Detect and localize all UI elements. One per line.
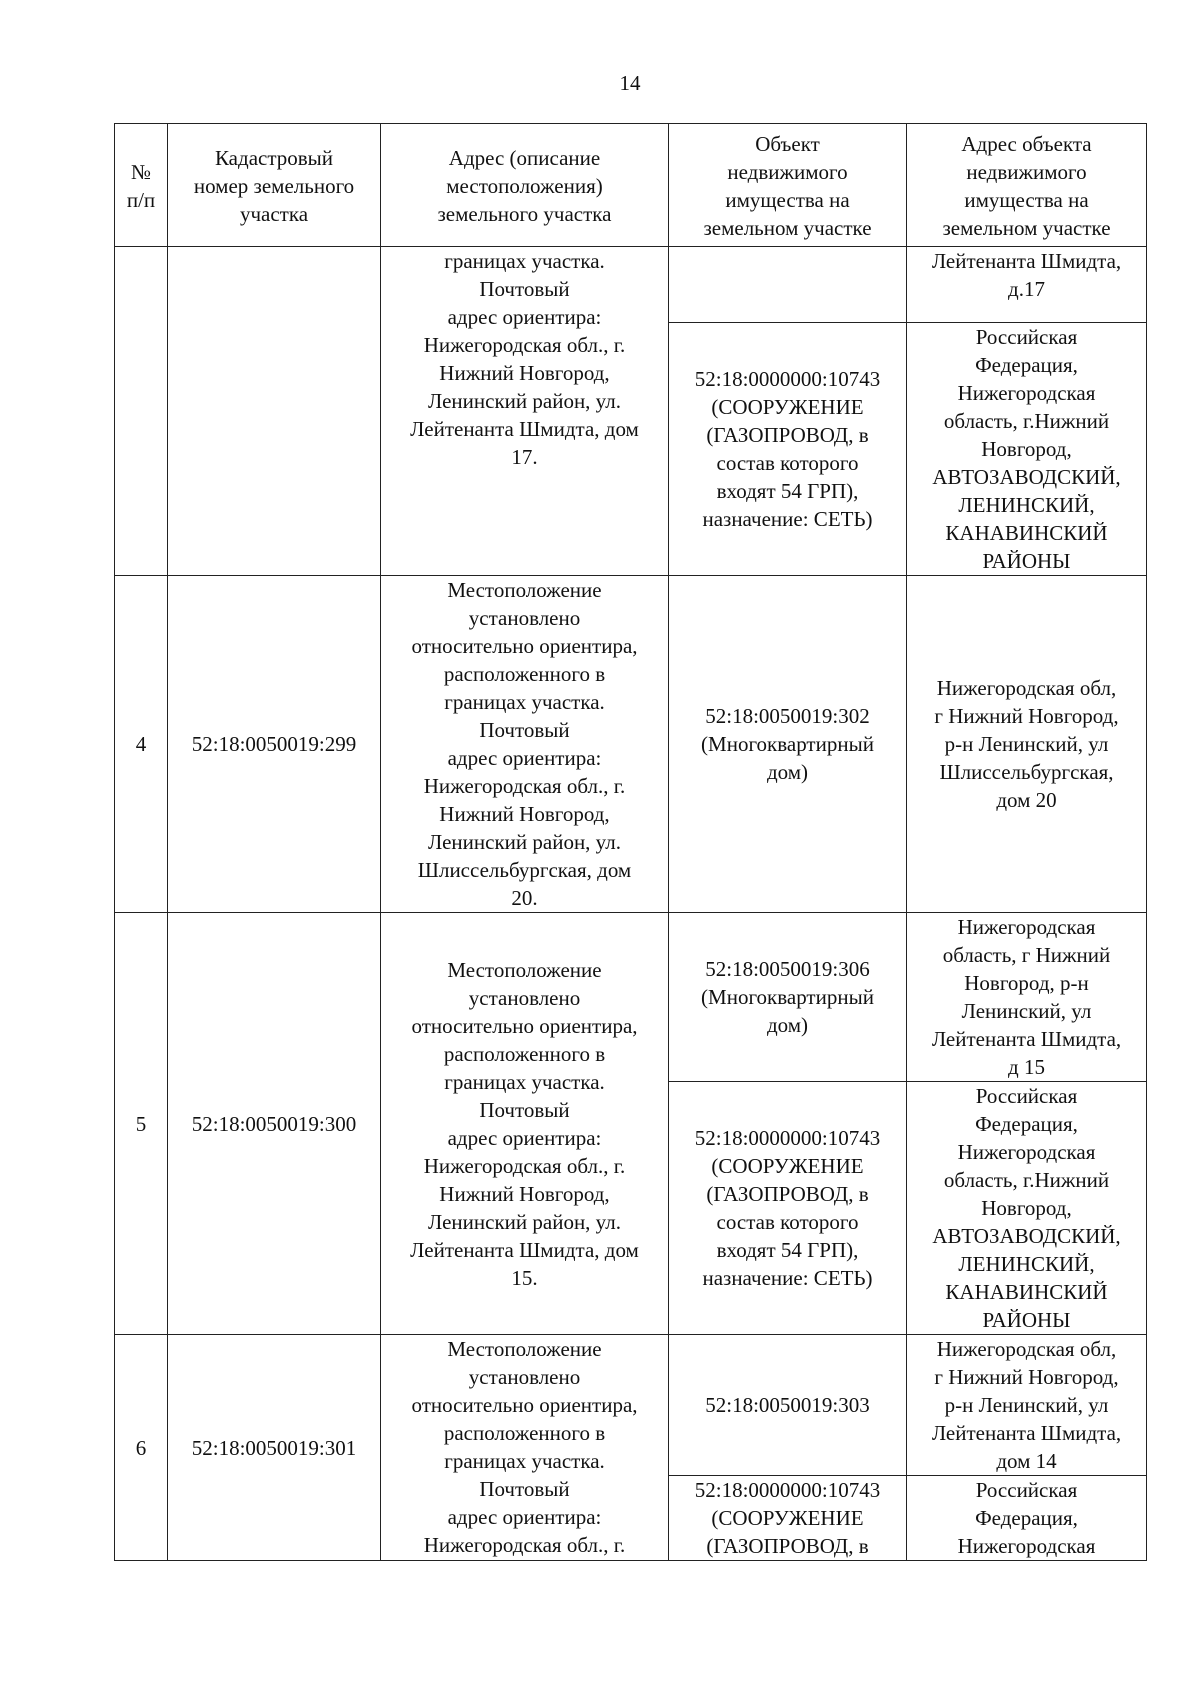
cell-line: Новгород, [981,437,1072,461]
cell-line: земельного участка [437,202,612,226]
cell-line: область, г Нижний [942,943,1111,967]
plot-address [381,1335,669,1561]
header-cadastral-number [168,124,381,247]
cell-line: 17. [511,445,538,469]
cell-line: Ленинский район, ул. [428,830,621,854]
cell-line: п/п [126,188,156,212]
cell-line: 52:18:0000000:10743 [694,367,881,391]
cell-line: дом) [766,760,809,784]
cell-line: д 15 [1008,1055,1045,1079]
cell-line: границах участка. [444,690,605,714]
cell-line: Адрес объекта [961,132,1092,156]
cell-line: Нижний Новгород, [439,802,610,826]
cell-line: границах участка. [444,1449,605,1473]
cell-line: д.17 [1008,277,1045,301]
cell-line: Почтовый [479,1097,570,1122]
cell-line: Лейтенанта Шмидта, дом [410,1237,639,1262]
cadastral-number: 52:18:0050019:301 [168,1335,381,1561]
cell-line: Нижегородская обл, [936,676,1117,700]
cell-line: Российская [975,325,1078,349]
plot-address [381,247,669,576]
cell-line: местоположения) [446,174,603,198]
cell-line: КАНАВИНСКИЙ [945,521,1108,545]
header-plot-address [381,124,669,247]
row-number: 4 [115,576,168,913]
cell-line: КАНАВИНСКИЙ [945,1280,1108,1304]
cell-line: недвижимого [966,160,1087,184]
table-header-row [115,124,1147,247]
cadastral-number: 52:18:0050019:299 [168,576,381,913]
cell-line: Кадастровый [214,146,334,170]
cell-line: Нижегородская [957,915,1096,939]
cell-line: область, г.Нижний [943,1168,1110,1192]
cell-line: (ГАЗОПРОВОД, в [706,1534,869,1558]
property-address [907,323,1147,576]
header-num [115,124,168,247]
cell-line: (СООРУЖЕНИЕ [711,395,864,419]
plot-address [381,913,669,1335]
cell-line: Нижегородская [957,381,1096,405]
cell-line: 52:18:0000000:10743 [694,1478,881,1502]
cell-line: (ГАЗОПРОВОД, в [706,423,869,447]
cell-line: 52:18:0050019:302 [705,704,870,728]
cell-line: (Многоквартирный [701,985,874,1009]
cell-line: (ГАЗОПРОВОД, в [706,1182,869,1206]
cell-line: Лейтенанта Шмидта, [931,249,1122,273]
cell-line: имущества на [964,188,1089,212]
cell-line: 20. [511,886,538,910]
cell-line: 52:18:0050019:306 [705,957,870,981]
property-object [669,913,907,1082]
cell-line: адрес ориентира: [447,1125,602,1150]
cell-line: дом) [766,1013,809,1037]
cell-line: г Нижний Новгород, [934,704,1119,728]
row-number: 6 [115,1335,168,1561]
cell-line: адрес ориентира: [447,1505,602,1529]
cell-line: Нижегородская обл, [936,1337,1117,1361]
table-row [115,576,1147,913]
property-object [669,576,907,913]
cell-line: Новгород, р-н [964,971,1089,995]
cell-line: земельном участке [703,216,872,240]
cell-line: имущества на [725,188,850,212]
cell-line: Федерация, [975,1112,1078,1136]
cell-line: установлено [468,1365,581,1389]
cell-line: РАЙОНЫ [982,549,1071,573]
cell-line: р-н Ленинский, ул [944,732,1109,756]
cell-line: Нижегородская обл., г. [423,1533,626,1557]
property-address [907,1335,1147,1476]
cell-line: участка [239,202,309,226]
cell-line: Федерация, [975,353,1078,377]
cell-line: установлено [468,985,581,1010]
table-row [115,913,1147,1082]
property-object [669,1082,907,1335]
cell-line: (СООРУЖЕНИЕ [711,1506,864,1530]
cell-line: дом 20 [996,788,1057,812]
land-plots-table [114,123,1147,1561]
cell-line: Почтовый [479,1477,570,1501]
cell-line: Лейтенанта Шмидта, [931,1027,1122,1051]
cell-line: 52:18:0000000:10743 [694,1126,881,1150]
cell-line: Нижний Новгород, [439,361,610,385]
cell-line: Ленинский, ул [961,999,1092,1023]
cell-line: Лейтенанта Шмидта, [931,1421,1122,1445]
cell-line: границах участка. [444,1069,605,1094]
property-address [907,576,1147,913]
property-object [669,323,907,576]
row-number [115,247,168,576]
cell-line: Российская [975,1084,1078,1108]
table-row [115,247,1147,323]
cell-line: АВТОЗАВОДСКИЙ, [932,465,1121,489]
cell-line: Нижний Новгород, [439,1181,610,1206]
cell-line: АВТОЗАВОДСКИЙ, [932,1224,1121,1248]
cell-line: земельном участке [942,216,1111,240]
cell-line: расположенного в [443,662,606,686]
cell-line: (Многоквартирный [701,732,874,756]
cell-line: Нижегородская обл., г. [423,333,626,357]
cell-line: назначение: СЕТЬ) [702,507,873,531]
cell-line: Нижегородская [957,1534,1096,1558]
cell-line: Нижегородская обл., г. [423,1153,626,1178]
property-object [669,1335,907,1476]
cell-line: Местоположение [447,578,602,602]
cell-line: Федерация, [975,1506,1078,1530]
page-number: 14 [619,71,641,95]
cell-line: область, г.Нижний [943,409,1110,433]
cell-line: РАЙОНЫ [982,1308,1071,1332]
cell-line: недвижимого [727,160,848,184]
cell-line: состав которого [716,1210,859,1234]
cell-line: Почтовый [479,277,570,301]
property-object [669,247,907,323]
table-body [115,124,1147,1561]
cell-line: Ленинский район, ул. [428,389,621,413]
cell-line: 15. [511,1265,538,1290]
cell-line: Шлиссельбургская, [939,760,1114,784]
cell-line: входят 54 ГРП), [716,1238,859,1262]
cell-line: Новгород, [981,1196,1072,1220]
plot-address [381,576,669,913]
cell-line: назначение: СЕТЬ) [702,1266,873,1290]
cell-line: ЛЕНИНСКИЙ, [958,1252,1095,1276]
cadastral-number [168,247,381,576]
cell-line: Местоположение [447,1337,602,1361]
cell-line: г Нижний Новгород, [934,1365,1119,1389]
cell-line: входят 54 ГРП), [716,479,859,503]
cell-line: относительно ориентира, [411,1393,638,1417]
cell-line: Почтовый [479,718,570,742]
cell-line: границах участка. [444,249,605,273]
cell-line: ЛЕНИНСКИЙ, [958,493,1095,517]
cell-line: адрес ориентира: [447,746,602,770]
cell-line: относительно ориентира, [411,634,638,658]
cell-line: (СООРУЖЕНИЕ [711,1154,864,1178]
cell-line: адрес ориентира: [447,305,602,329]
cell-line: Адрес (описание [448,146,601,170]
table-row [115,1335,1147,1476]
cell-line: дом 14 [996,1449,1057,1473]
cell-line: состав которого [716,451,859,475]
cell-line: Объект [755,132,820,156]
cell-line: Ленинский район, ул. [428,1209,621,1234]
header-property-object [669,124,907,247]
cadastral-number: 52:18:0050019:300 [168,913,381,1335]
property-address [907,247,1147,323]
row-number: 5 [115,913,168,1335]
cell-line: Шлиссельбургская, дом [417,858,632,882]
header-property-address [907,124,1147,247]
cell-line: Российская [975,1478,1078,1502]
cell-line: 52:18:0050019:303 [705,1393,870,1417]
cell-line: р-н Ленинский, ул [944,1393,1109,1417]
property-object [669,1476,907,1561]
cell-line: относительно ориентира, [411,1013,638,1038]
cell-line: установлено [468,606,581,630]
cell-line: расположенного в [443,1041,606,1066]
cell-line: Нижегородская [957,1140,1096,1164]
property-address [907,913,1147,1082]
cell-line: расположенного в [443,1421,606,1445]
property-address [907,1476,1147,1561]
cell-line: номер земельного [193,174,355,198]
cell-line: Нижегородская обл., г. [423,774,626,798]
cell-line: № [130,160,152,184]
cell-line: Местоположение [447,957,602,982]
cell-line: Лейтенанта Шмидта, дом [410,417,639,441]
property-address [907,1082,1147,1335]
